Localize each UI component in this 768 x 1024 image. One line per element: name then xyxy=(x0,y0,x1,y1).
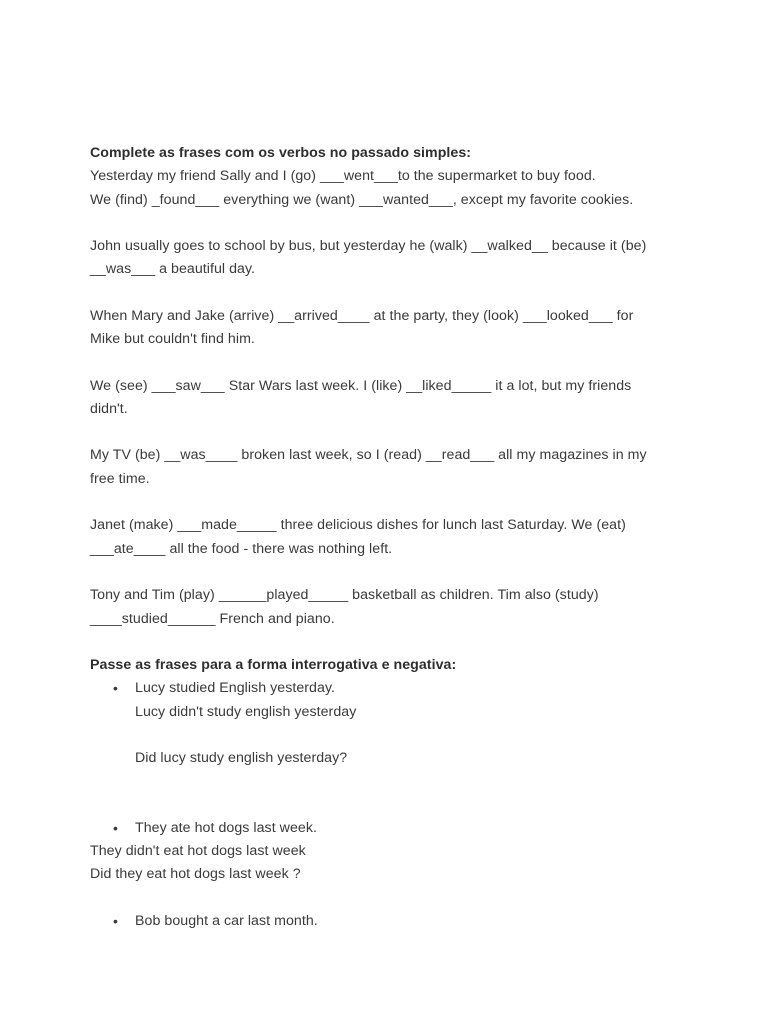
exercise-line: free time. xyxy=(90,471,150,487)
exercise-line: ___ate____ all the food - there was nothing left. xyxy=(90,541,393,557)
exercise-line: My TV (be) __was____ broken last week, so I (read) __read___ all my magazines in my xyxy=(90,447,647,463)
list-item-sentence: They ate hot dogs last week. xyxy=(135,820,317,836)
exercise-line: __was___ a beautiful day. xyxy=(90,261,256,277)
list-item-question: Did lucy study english yesterday? xyxy=(135,750,348,766)
exercise-line: John usually goes to school by bus, but yesterday he (walk) __walked__ because it (be) xyxy=(90,238,647,254)
exercise-line: We (see) ___saw___ Star Wars last week. I (like) __liked_____ it a lot, but my friends xyxy=(90,378,632,394)
exercise-line: didn't. xyxy=(90,401,128,417)
exercise-line: Tony and Tim (play) ______played_____ basketball as children. Tim also (study) xyxy=(90,587,599,603)
list-item-sentence: Bob bought a car last month. xyxy=(135,913,318,929)
section1-heading: Complete as frases com os verbos no passado simples: xyxy=(90,145,472,161)
exercise-line: Janet (make) ___made_____ three delicious dishes for lunch last Saturday. We (eat) xyxy=(90,517,626,533)
exercise-line: Mike but couldn't find him. xyxy=(90,331,255,347)
exercise-line: We (find) _found___ everything we (want) ___wanted___, except my favorite cookies. xyxy=(90,192,634,208)
list-item-negative: They didn't eat hot dogs last week xyxy=(90,843,306,859)
bullet-marker: • xyxy=(113,820,118,836)
exercise-line: When Mary and Jake (arrive) __arrived____ at the party, they (look) ___looked___ for xyxy=(90,308,634,324)
exercise-line: Yesterday my friend Sally and I (go) ___went___to the supermarket to buy food. xyxy=(90,168,596,184)
section2-heading: Passe as frases para a forma interrogativa e negativa: xyxy=(90,657,457,673)
bullet-marker: • xyxy=(113,680,118,696)
list-item-question: Did they eat hot dogs last week ? xyxy=(90,866,301,882)
bullet-marker: • xyxy=(113,913,118,929)
exercise-line: ____studied______ French and piano. xyxy=(90,611,335,627)
list-item-negative: Lucy didn't study english yesterday xyxy=(135,704,357,720)
list-item-sentence: Lucy studied English yesterday. xyxy=(135,680,336,696)
